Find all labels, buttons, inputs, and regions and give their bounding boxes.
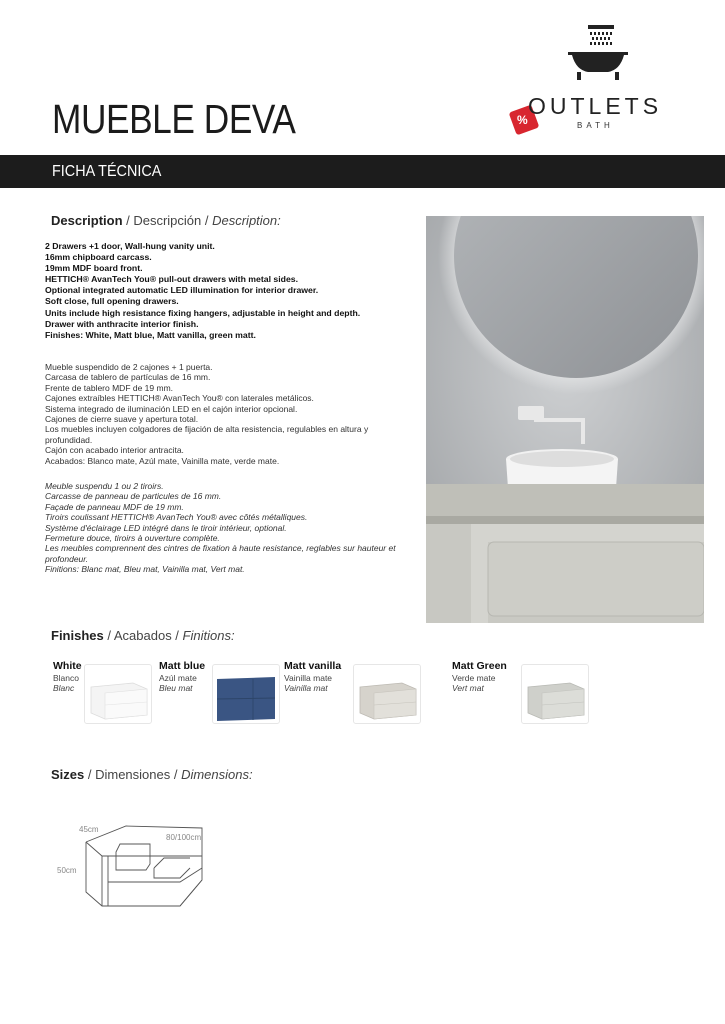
dimension-drawing: [80, 822, 210, 922]
text-line: Sistema integrado de iluminación LED en el cajón interior opcional.: [45, 403, 298, 414]
text-line: 2 Drawers +1 door, Wall-hung vanity unit.: [45, 241, 215, 251]
section-bar: [0, 155, 725, 188]
text-line: 16mm chipboard carcass.: [45, 252, 152, 263]
text-line: Système d'éclairage LED intégré dans le tiroir intérieur, optional.: [45, 522, 287, 533]
finish-swatch-matt-vanilla[interactable]: [353, 664, 421, 724]
finish-name-matt-green: Matt Green: [452, 660, 507, 672]
text-line: Mueble suspendido de 2 cajones + 1 puerta.: [45, 362, 213, 372]
finish-name-white: White: [53, 660, 82, 672]
vanity-drawer: [488, 542, 704, 616]
dimension-height: 50cm: [57, 866, 77, 875]
bathtub-icon: [568, 52, 628, 72]
countertop: [426, 484, 704, 518]
dimension-width: 80/100cm: [166, 833, 202, 842]
faucet-spout: [534, 418, 584, 422]
finish-translations-matt-green: Verde mate Vert mat: [452, 673, 496, 693]
text-line: Frente de tablero MDF de 19 mm.: [45, 382, 174, 393]
shower-head-icon: [588, 25, 614, 29]
text-line: Cajón con acabado interior antracita.: [45, 445, 184, 456]
description-heading: Description / Descripción / Description:: [51, 213, 281, 228]
text-line: Façade de panneau MDF de 19 mm.: [45, 501, 184, 512]
dimension-depth: 45cm: [79, 825, 99, 834]
description-french: [45, 481, 415, 575]
text-line: Optional integrated automatic LED illumination for interior drawer.: [45, 285, 319, 296]
text-line: Soft close, full opening drawers.: [45, 296, 179, 307]
finish-name-matt-vanilla: Matt vanilla: [284, 660, 342, 672]
logo-subtitle: BATH: [577, 121, 614, 130]
finish-name-matt-blue: Matt blue: [159, 660, 206, 672]
text-line: Acabados: Blanco mate, Azúl mate, Vainilla mate, verde mate.: [45, 455, 280, 466]
text-line: Drawer with anthracite interior finish.: [45, 318, 199, 329]
description-spanish: [45, 362, 415, 466]
text-line: Cajones de cierre suave y apertura total.: [45, 414, 199, 425]
text-line: Fermeture douce, tiroirs à ouverture complète.: [45, 533, 220, 544]
text-line: Units include high resistance fixing hangers, adjustable in height and depth.: [45, 307, 361, 318]
description-english: [45, 241, 415, 341]
finish-translations-matt-blue: Azúl mate Bleu mat: [159, 673, 197, 693]
text-line: Finitions: Blanc mat, Bleu mat, Vainilla mat, Vert mat.: [45, 564, 245, 575]
sizes-heading: Sizes / Dimensiones / Dimensions:: [51, 767, 253, 782]
page-title: MUEBLE DEVA: [52, 96, 296, 142]
finish-translations-matt-vanilla: Vainilla mate Vainilla mat: [284, 673, 333, 693]
finish-swatch-white[interactable]: [84, 664, 152, 724]
text-line: Carcasa de tablero de partículas de 16 mm.: [45, 372, 211, 383]
section-bar-label: FICHA TÉCNICA: [52, 163, 162, 180]
faucet-plate: [518, 406, 544, 420]
finish-translations-white: Blanco Blanc: [53, 673, 79, 693]
svg-text:%: %: [517, 113, 528, 127]
text-line: Meuble suspendu 1 ou 2 tiroirs.: [45, 481, 164, 491]
text-line: Tiroirs coulissant HETTICH® AvanTech You® avec côtés métalliques.: [45, 512, 308, 523]
finish-swatch-matt-green[interactable]: [521, 664, 589, 724]
text-line: 19mm MDF board front.: [45, 263, 143, 274]
text-line: Carcasse de panneau de particules de 16 mm.: [45, 491, 222, 502]
text-line: Les meubles comprennent des cintres de fixation à haute resistance, reglables sur hauteur et profondeur.: [45, 543, 396, 564]
text-line: Cajones extraíbles HETTICH® AvanTech You® con laterales metálicos.: [45, 393, 314, 404]
finish-swatch-matt-blue[interactable]: [212, 664, 280, 724]
logo-wordmark: OUTLETS: [528, 93, 663, 119]
text-line: Finishes: White, Matt blue, Matt vanilla, green matt.: [45, 329, 256, 340]
product-photo: [426, 216, 704, 623]
text-line: HETTICH® AvanTech You® pull-out drawers with metal sides.: [45, 274, 299, 285]
text-line: Los muebles incluyen colgadores de fijación de alta resistencia, regulables en altura y profundidad.: [45, 424, 369, 445]
finishes-heading: Finishes / Acabados / Finitions:: [51, 628, 235, 643]
